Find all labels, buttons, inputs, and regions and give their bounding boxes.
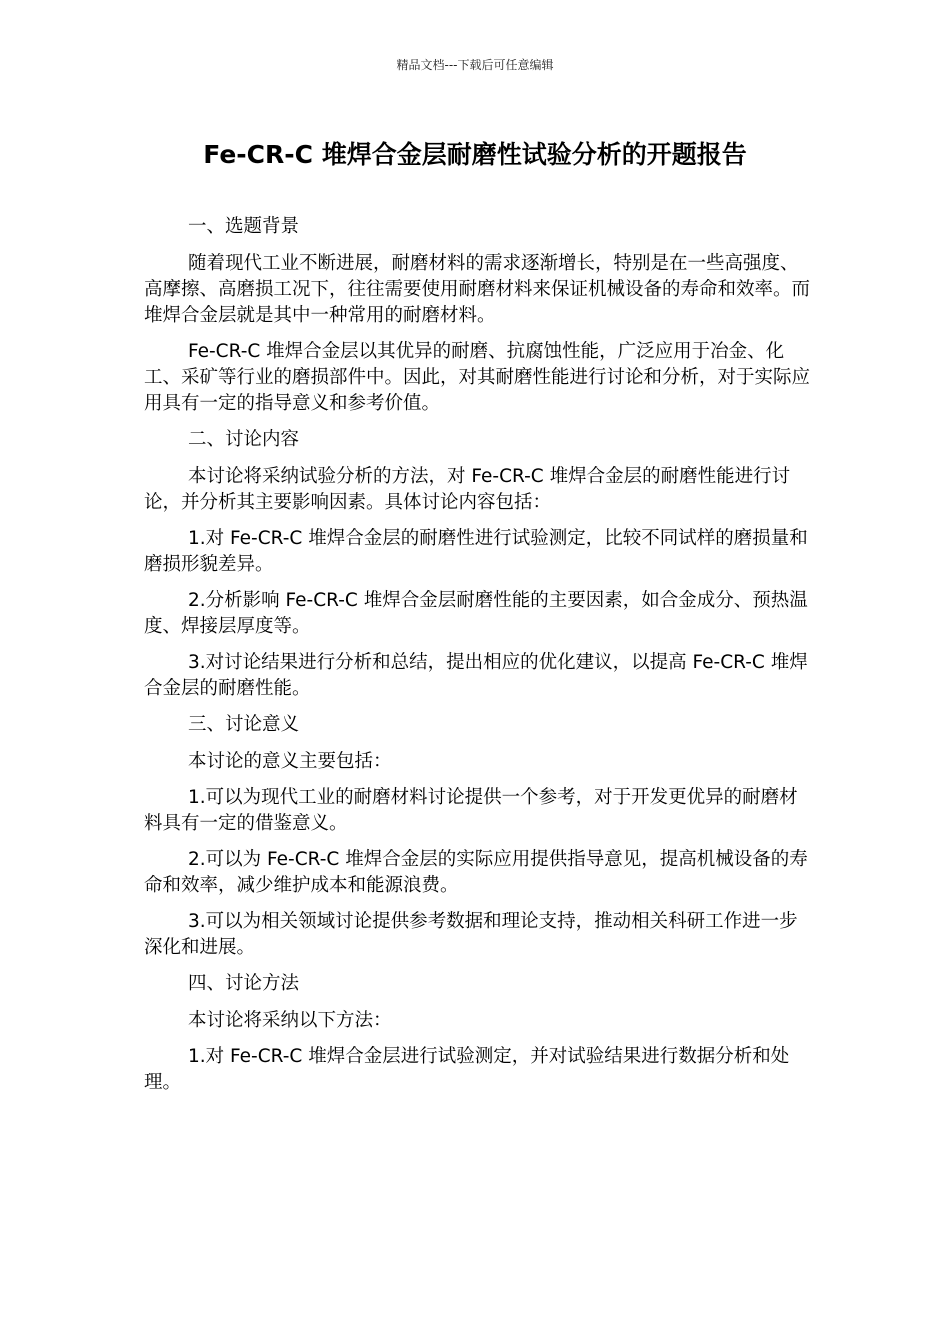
- section-heading: 二、讨论内容: [188, 429, 300, 450]
- section-heading: 四、讨论方法: [188, 973, 300, 994]
- paragraph: 2.可以为 Fe-CR-C 堆焊合金层的实际应用提供指导意见，提高机械设备的寿命和效率，减少维护成本和能源浪费。: [144, 849, 808, 896]
- document-body: [144, 214, 812, 1106]
- paragraph: 1.可以为现代工业的耐磨材料讨论提供一个参考，对于开发更优异的耐磨材料具有一定的借鉴意义。: [144, 787, 798, 834]
- paragraph: Fe-CR-C 堆焊合金层以其优异的耐磨、抗腐蚀性能，广泛应用于冶金、化工、采矿等行业的磨损部件中。因此，对其耐磨性能进行讨论和分析，对于实际应用具有一定的指导意义和参考价值。: [144, 341, 811, 414]
- header-note: 精品文档---下载后可任意编辑: [396, 58, 554, 72]
- section-significance: [144, 712, 812, 961]
- paragraph: 3.可以为相关领域讨论提供参考数据和理论支持，推动相关科研工作进一步深化和进展。: [144, 911, 798, 958]
- paragraph: 本讨论的意义主要包括：: [188, 751, 392, 772]
- section-heading: 一、选题背景: [188, 216, 300, 237]
- document-title: Fe-CR-C 堆焊合金层耐磨性试验分析的开题报告: [203, 140, 747, 169]
- paragraph: 随着现代工业不断进展，耐磨材料的需求逐渐增长，特别是在一些高强度、高摩擦、高磨损工况下，往往需要使用耐磨材料来保证机械设备的寿命和效率。而堆焊合金层就是其中一种常用的耐磨材料。: [144, 253, 811, 326]
- paragraph: 2.分析影响 Fe-CR-C 堆焊合金层耐磨性能的主要因素，如合金成分、预热温度、焊接层厚度等。: [144, 590, 808, 637]
- paragraph: 本讨论将采纳试验分析的方法，对 Fe-CR-C 堆焊合金层的耐磨性能进行讨论，并分析其主要影响因素。具体讨论内容包括：: [144, 466, 791, 513]
- paragraph: 1.对 Fe-CR-C 堆焊合金层的耐磨性进行试验测定，比较不同试样的磨损量和磨损形貌差异。: [144, 528, 808, 575]
- section-heading: 三、讨论意义: [188, 714, 300, 735]
- paragraph: 本讨论将采纳以下方法：: [188, 1010, 392, 1031]
- section-content: [144, 427, 812, 702]
- section-methods: [144, 971, 812, 1096]
- paragraph: 1.对 Fe-CR-C 堆焊合金层进行试验测定，并对试验结果进行数据分析和处理。: [144, 1046, 790, 1093]
- section-background: [144, 214, 812, 417]
- paragraph: 3.对讨论结果进行分析和总结，提出相应的优化建议，以提高 Fe-CR-C 堆焊合金层的耐磨性能。: [144, 652, 808, 699]
